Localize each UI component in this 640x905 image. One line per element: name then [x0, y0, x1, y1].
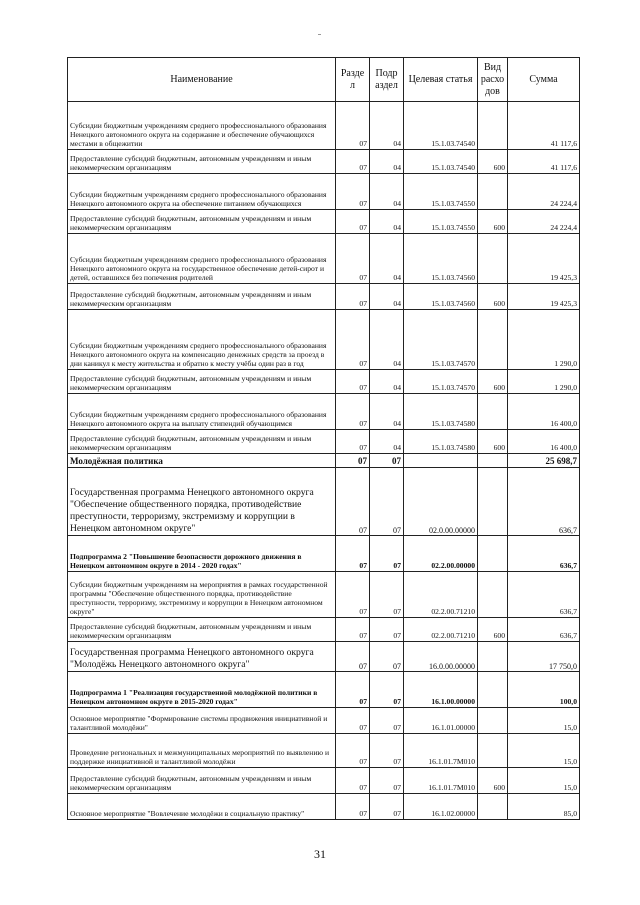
row-expense-type	[478, 572, 508, 618]
table-row	[68, 210, 580, 234]
scan-mark	[318, 34, 321, 35]
row-target: 15.1.03.74580	[404, 394, 478, 430]
row-target: 15.1.03.74550	[404, 210, 478, 234]
table-row	[68, 394, 580, 430]
row-expense-type: 600	[478, 430, 508, 454]
row-amount: 1 290,0	[508, 310, 580, 370]
row-subsection: 04	[370, 150, 404, 174]
row-name: Государственная программа Ненецкого автономного округа "Обеспечение общественного порядка, противодействие преступности, терроризму, экстремизму и коррупции в Ненецком автономном округе"	[68, 468, 336, 536]
row-name: Субсидии бюджетным учреждениям среднего профессионального образования Ненецкого автономного округа на компенсацию денежных средств за проезд в дни каникул к месту жительства и обратно к месту учёбы один раз в год	[68, 310, 336, 370]
row-subsection: 07	[370, 572, 404, 618]
row-subsection: 04	[370, 430, 404, 454]
row-subsection: 07	[370, 454, 404, 468]
row-section: 07	[336, 572, 370, 618]
row-section: 07	[336, 672, 370, 708]
row-amount: 41 117,6	[508, 102, 580, 150]
table-row	[68, 618, 580, 642]
row-name: Субсидии бюджетным учреждениям среднего профессионального образования Ненецкого автономного округа на содержание и обеспечение обучающихся местами в общежитии	[68, 102, 336, 150]
table-row	[68, 430, 580, 454]
row-name: Предоставление субсидий бюджетным, автономным учреждениям и иным некоммерческим организациям	[68, 430, 336, 454]
budget-table	[67, 57, 580, 820]
row-expense-type	[478, 708, 508, 734]
table-row	[68, 468, 580, 536]
row-section: 07	[336, 102, 370, 150]
row-expense-type	[478, 468, 508, 536]
row-target: 15.1.03.74550	[404, 174, 478, 210]
row-subsection: 07	[370, 708, 404, 734]
row-target: 16.1.01.7M010	[404, 768, 478, 794]
row-expense-type	[478, 794, 508, 820]
row-amount: 636,7	[508, 618, 580, 642]
header-name: Наименование	[68, 58, 336, 102]
row-amount: 636,7	[508, 572, 580, 618]
row-section: 07	[336, 370, 370, 394]
row-section: 07	[336, 394, 370, 430]
row-amount: 19 425,3	[508, 234, 580, 284]
row-amount: 636,7	[508, 468, 580, 536]
table-row	[68, 708, 580, 734]
row-subsection: 07	[370, 618, 404, 642]
row-section: 07	[336, 536, 370, 572]
row-expense-type	[478, 672, 508, 708]
row-amount: 100,0	[508, 672, 580, 708]
row-target: 15.1.03.74570	[404, 370, 478, 394]
row-name: Государственная программа Ненецкого автономного округа "Молодёжь Ненецкого автономного округа"	[68, 642, 336, 672]
row-amount: 15,0	[508, 708, 580, 734]
row-target: 15.1.03.74580	[404, 430, 478, 454]
row-expense-type: 600	[478, 284, 508, 310]
row-target: 16.1.02.00000	[404, 794, 478, 820]
row-amount: 41 117,6	[508, 150, 580, 174]
row-target: 15.1.03.74570	[404, 310, 478, 370]
row-expense-type: 600	[478, 370, 508, 394]
table-row	[68, 768, 580, 794]
row-target: 16.1.01.7M010	[404, 734, 478, 768]
table-row	[68, 150, 580, 174]
row-target: 16.0.00.00000	[404, 642, 478, 672]
row-subsection: 07	[370, 794, 404, 820]
table-row	[68, 284, 580, 310]
table-row	[68, 310, 580, 370]
table-row	[68, 642, 580, 672]
row-subsection: 07	[370, 642, 404, 672]
row-section: 07	[336, 618, 370, 642]
table-row	[68, 794, 580, 820]
table-row-subprogram	[68, 536, 580, 572]
header-expense-type: Вид расхо дов	[478, 58, 508, 102]
row-expense-type	[478, 394, 508, 430]
row-section: 07	[336, 768, 370, 794]
row-name: Предоставление субсидий бюджетным, автономным учреждениям и иным некоммерческим организациям	[68, 210, 336, 234]
row-subsection: 04	[370, 102, 404, 150]
row-name: Молодёжная политика	[68, 454, 336, 468]
row-section: 07	[336, 150, 370, 174]
row-amount: 19 425,3	[508, 284, 580, 310]
row-section: 07	[336, 284, 370, 310]
row-section: 07	[336, 468, 370, 536]
row-subsection: 07	[370, 768, 404, 794]
row-section: 07	[336, 794, 370, 820]
row-subsection: 07	[370, 734, 404, 768]
row-amount: 17 750,0	[508, 642, 580, 672]
row-subsection: 04	[370, 210, 404, 234]
table-row	[68, 734, 580, 768]
row-target: 15.1.03.74540	[404, 102, 478, 150]
row-amount: 16 400,0	[508, 430, 580, 454]
row-target: 16.1.00.00000	[404, 672, 478, 708]
row-amount: 15,0	[508, 768, 580, 794]
row-subsection: 04	[370, 310, 404, 370]
row-name: Проведение региональных и межмуниципальных мероприятий по выявлению и поддержке инициативной и талантливой молодёжи	[68, 734, 336, 768]
row-name: Предоставление субсидий бюджетным, автономным учреждениям и иным некоммерческим организациям	[68, 618, 336, 642]
row-subsection: 04	[370, 284, 404, 310]
row-expense-type	[478, 174, 508, 210]
row-expense-type	[478, 642, 508, 672]
row-name: Субсидии бюджетным учреждениям среднего профессионального образования Ненецкого автономного округа на выплату стипендий обучающимся	[68, 394, 336, 430]
row-target: 02.2.00.00000	[404, 536, 478, 572]
table-row-subprogram	[68, 672, 580, 708]
row-amount: 24 224,4	[508, 210, 580, 234]
header-section: Разде л	[336, 58, 370, 102]
row-subsection: 04	[370, 394, 404, 430]
row-name: Предоставление субсидий бюджетным, автономным учреждениям и иным некоммерческим организациям	[68, 284, 336, 310]
row-expense-type	[478, 310, 508, 370]
row-amount: 1 290,0	[508, 370, 580, 394]
row-expense-type: 600	[478, 210, 508, 234]
header-target: Целевая статья	[404, 58, 478, 102]
row-amount: 636,7	[508, 536, 580, 572]
row-section: 07	[336, 430, 370, 454]
row-expense-type	[478, 734, 508, 768]
row-name: Предоставление субсидий бюджетным, автономным учреждениям и иным некоммерческим организациям	[68, 768, 336, 794]
row-target: 15.1.03.74540	[404, 150, 478, 174]
row-target: 15.1.03.74560	[404, 284, 478, 310]
row-expense-type: 600	[478, 150, 508, 174]
row-section: 07	[336, 174, 370, 210]
row-name: Предоставление субсидий бюджетным, автономным учреждениям и иным некоммерческим организациям	[68, 370, 336, 394]
row-amount: 25 698,7	[508, 454, 580, 468]
row-section: 07	[336, 310, 370, 370]
row-name: Субсидии бюджетным учреждениям среднего профессионального образования Ненецкого автономного округа на обеспечение питанием обучающихся	[68, 174, 336, 210]
row-amount: 16 400,0	[508, 394, 580, 430]
row-name: Подпрограмма 2 "Повышение безопасности дорожного движения в Ненецком автономном округе в 2014 - 2020 годах"	[68, 536, 336, 572]
table-row-section	[68, 454, 580, 468]
header-amount: Сумма	[508, 58, 580, 102]
row-target: 02.2.00.71210	[404, 572, 478, 618]
page-number: 31	[314, 847, 326, 861]
row-name: Основное мероприятие "Вовлечение молодёжи в социальную практику"	[68, 794, 336, 820]
row-target: 15.1.03.74560	[404, 234, 478, 284]
table-header-row	[68, 58, 580, 102]
row-section: 07	[336, 734, 370, 768]
row-section: 07	[336, 210, 370, 234]
row-amount: 15,0	[508, 734, 580, 768]
row-section: 07	[336, 454, 370, 468]
row-name: Субсидии бюджетным учреждениям среднего профессионального образования Ненецкого автономного округа на государственное обеспечение детей-сирот и детей, оставшихся без попечения родителей	[68, 234, 336, 284]
row-subsection: 07	[370, 468, 404, 536]
row-name: Субсидии бюджетным учреждениям на мероприятия в рамках государственной программы "Обеспечение общественного порядка, противодействие преступности, терроризму, экстремизму и коррупции в Ненецком автономном округе"	[68, 572, 336, 618]
row-subsection: 04	[370, 234, 404, 284]
row-target	[404, 454, 478, 468]
row-expense-type	[478, 102, 508, 150]
row-target: 02.0.00.00000	[404, 468, 478, 536]
row-expense-type: 600	[478, 618, 508, 642]
table-row	[68, 174, 580, 210]
row-section: 07	[336, 234, 370, 284]
row-subsection: 04	[370, 370, 404, 394]
row-section: 07	[336, 642, 370, 672]
row-subsection: 07	[370, 536, 404, 572]
row-name: Предоставление субсидий бюджетным, автономным учреждениям и иным некоммерческим организациям	[68, 150, 336, 174]
row-subsection: 04	[370, 174, 404, 210]
row-target: 16.1.01.00000	[404, 708, 478, 734]
row-expense-type	[478, 234, 508, 284]
row-section: 07	[336, 708, 370, 734]
row-subsection: 07	[370, 672, 404, 708]
row-target: 02.2.00.71210	[404, 618, 478, 642]
row-expense-type: 600	[478, 768, 508, 794]
table-row	[68, 370, 580, 394]
header-subsection: Подр аздел	[370, 58, 404, 102]
row-name: Основное мероприятие "Формирование системы продвижения инициативной и талантливой молодёжи"	[68, 708, 336, 734]
row-amount: 85,0	[508, 794, 580, 820]
table-row	[68, 234, 580, 284]
row-expense-type	[478, 454, 508, 468]
row-name: Подпрограмма 1 "Реализация государственной молодёжной политики в Ненецком автономном округе в 2015-2020 годах"	[68, 672, 336, 708]
table-row	[68, 102, 580, 150]
table-row	[68, 572, 580, 618]
row-amount: 24 224,4	[508, 174, 580, 210]
row-expense-type	[478, 536, 508, 572]
